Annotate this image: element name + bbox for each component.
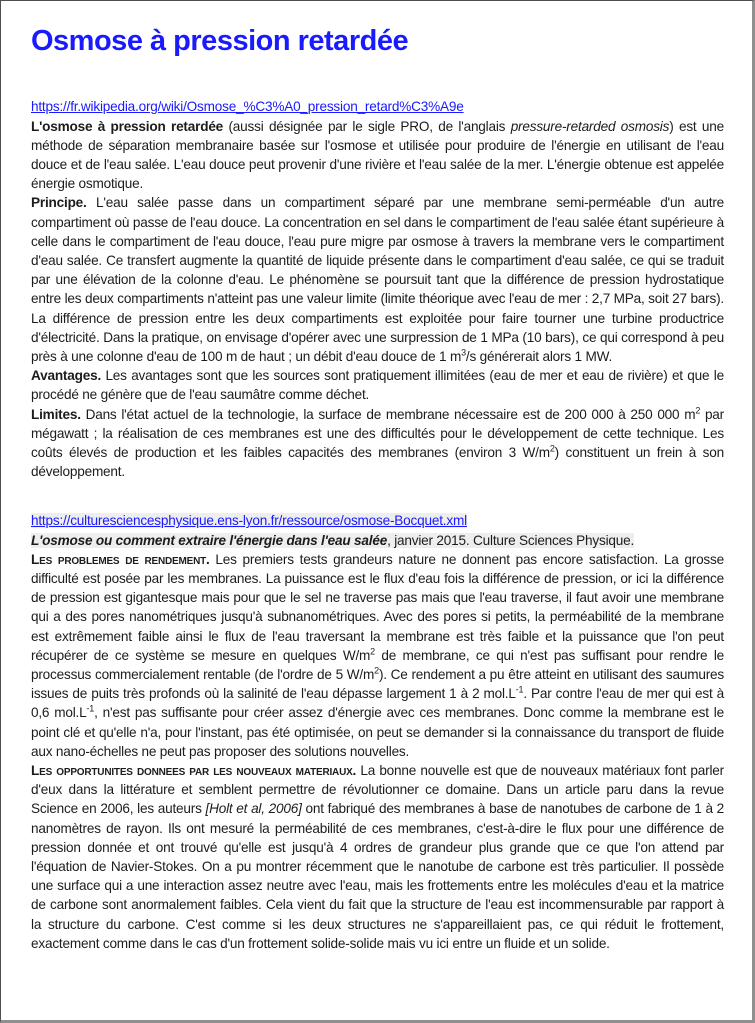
- intro-paragraph: L'osmose à pression retardée (aussi désignée par le sigle PRO, de l'anglais pressure-retarded osmosis) est une méthode de séparation membranaire basée sur l'osmose et utilisée pour produire de l'énergie en utilisant de l'eau douce et de l'eau salée. L'eau douce peut provenir d'une rivière et l'eau salée de la mer. L'énergie obtenue est appelée énergie osmotique.: [31, 118, 724, 192]
- wikipedia-section: [31, 97, 724, 481]
- culturesciences-link-line: [31, 511, 724, 530]
- limites-paragraph: Limites. Dans l'état actuel de la technologie, la surface de membrane nécessaire est de 200 000 à 250 000 $m^2$ par mégawatt ; la réalisation de ces membranes est une des difficultés pour le développement de cette technique. Les coûts élevés de production et les faibles capacités des membranes (environ 3 $W/m^2$) constituent un frein à son développement.: [31, 405, 724, 480]
- avantages-paragraph: Avantages. Les avantages sont que les sources sont pratiquement illimitées (eau de mer et eau de rivière) et que le procédé ne génère que de l'eau saumâtre comme déchet.: [31, 368, 724, 403]
- problemes-paragraph: Les problemes de rendement. Les premiers tests grandeurs nature ne donnent pas encore satisfaction. La grosse difficulté est posée par les membranes. La puissance est le flux d'eau fois la différence de pression, or ici la différence de pression est gigantesque mais pour que le sel ne traverse pas mais que l'eau traverse, il faut avoir une membrane qui a des pores nanométriques jusqu'à subnanométriques. Avec des pores si petits, la perméabilité de la membrane est extrêmement faible ainsi le flux de l'eau traversant la membrane est très faible et la puissance que l'on peut récupérer de ce système se mesure en quelques $W/m^2$ de membrane, ce qui n'est pas suffisant pour rendre le processus commercialement rentable (de l'ordre de 5 $W/m^2$). Ce rendement a pu être atteint en utilisant des saumures issues de puits très profonds où la salinité de l'eau dépasse largement 1 à 2 $mol.L^{-1}$. Par contre l'eau de mer qui est à 0,6 $mol.L^{-1}$, n'est pas suffisante pour créer assez d'énergie avec ces membranes. Donc comme la membrane est le point clé et qu'elle n'a, pour l'instant, pas été optimisée, on peut se demander si la connaissance du transport de fluide aux nano-échelles ne peut pas proposer des solutions nouvelles.: [31, 551, 724, 759]
- opportunites-paragraph: Les opportunites donnees par les nouveaux materiaux. La bonne nouvelle est que de nouveaux matériaux font parler d'eux dans la littérature et semblent permettre de révolutionner ce domaine. Dans un article paru dans la revue Science en 2006, les auteurs [Holt et al, 2006] ont fabriqué des membranes à base de nanotubes de carbone de 1 à 2 nanomètres de rayon. Ils ont mesuré la perméabilité de ces membranes, c'est-à-dire le flux pour une différence de pression donnée et ont trouvé qu'elle est jusqu'à 4 ordres de grandeur plus grande que ce que l'on attend par l'équation de Navier-Stokes. On a pu montrer récemment que le nanotube de carbone est très particulier. Il possède une surface qui a une interaction assez neutre avec l'eau, mais les frottements entre les molécules d'eau et la matrice de carbone sont anormalement faibles. Cela vient du fait que la structure de l'eau est incommensurable par rapport à la structure du carbone. C'est comme si les deux structures ne s'appareillaient pas, ce qui réduit le frottement, exactement comme dans le cas d'un frottement solide-solide mais vu ici entre un fluide et un solide.: [31, 763, 724, 951]
- culturesciences-link[interactable]: https://culturesciencesphysique.ens-lyon.fr/ressource/osmose-Bocquet.xml: [31, 513, 467, 529]
- culture-sciences-section: [31, 511, 724, 953]
- principe-paragraph: Principe. L'eau salée passe dans un compartiment séparé par une membrane semi-perméable d'un autre compartiment où passe de l'eau douce. La concentration en sel dans le compartiment de l'eau salée étant supérieure à celle dans le compartiment de l'eau douce, l'eau pure migre par osmose à travers la membrane vers le compartiment d'eau salée. Ce transfert augmente la quantité de liquide présente dans le compartiment d'eau salée, ce qui se traduit par une élévation de la colonne d'eau. Le phénomène se poursuit tant que la différence de pression hydrostatique entre les deux compartiments n'atteint pas une valeur limite (limite théorique avec l'eau de mer : 2,7 MPa, soit 27 bars). La différence de pression entre les deux compartiments est exploitée pour faire tourner une turbine productrice d'électricité. Dans la pratique, on envisage d'opérer avec une surpression de 1 MPa (10 bars), ce qui correspond à peu près à une colonne d'eau de 100 m de haut ; un débit d'eau douce de 1 $m^3/s$ générerait alors 1 MW.: [31, 195, 724, 364]
- wikipedia-link[interactable]: https://fr.wikipedia.org/wiki/Osmose_%C3%A0_pression_retard%C3%A9e: [31, 99, 464, 115]
- wikipedia-link-line: [31, 97, 724, 116]
- reference-line: [31, 531, 724, 550]
- reference-text: L'osmose ou comment extraire l'énergie dans l'eau salée, janvier 2015. Culture Sciences Physique.: [31, 532, 635, 548]
- page-title: Osmose à pression retardée: [31, 25, 409, 57]
